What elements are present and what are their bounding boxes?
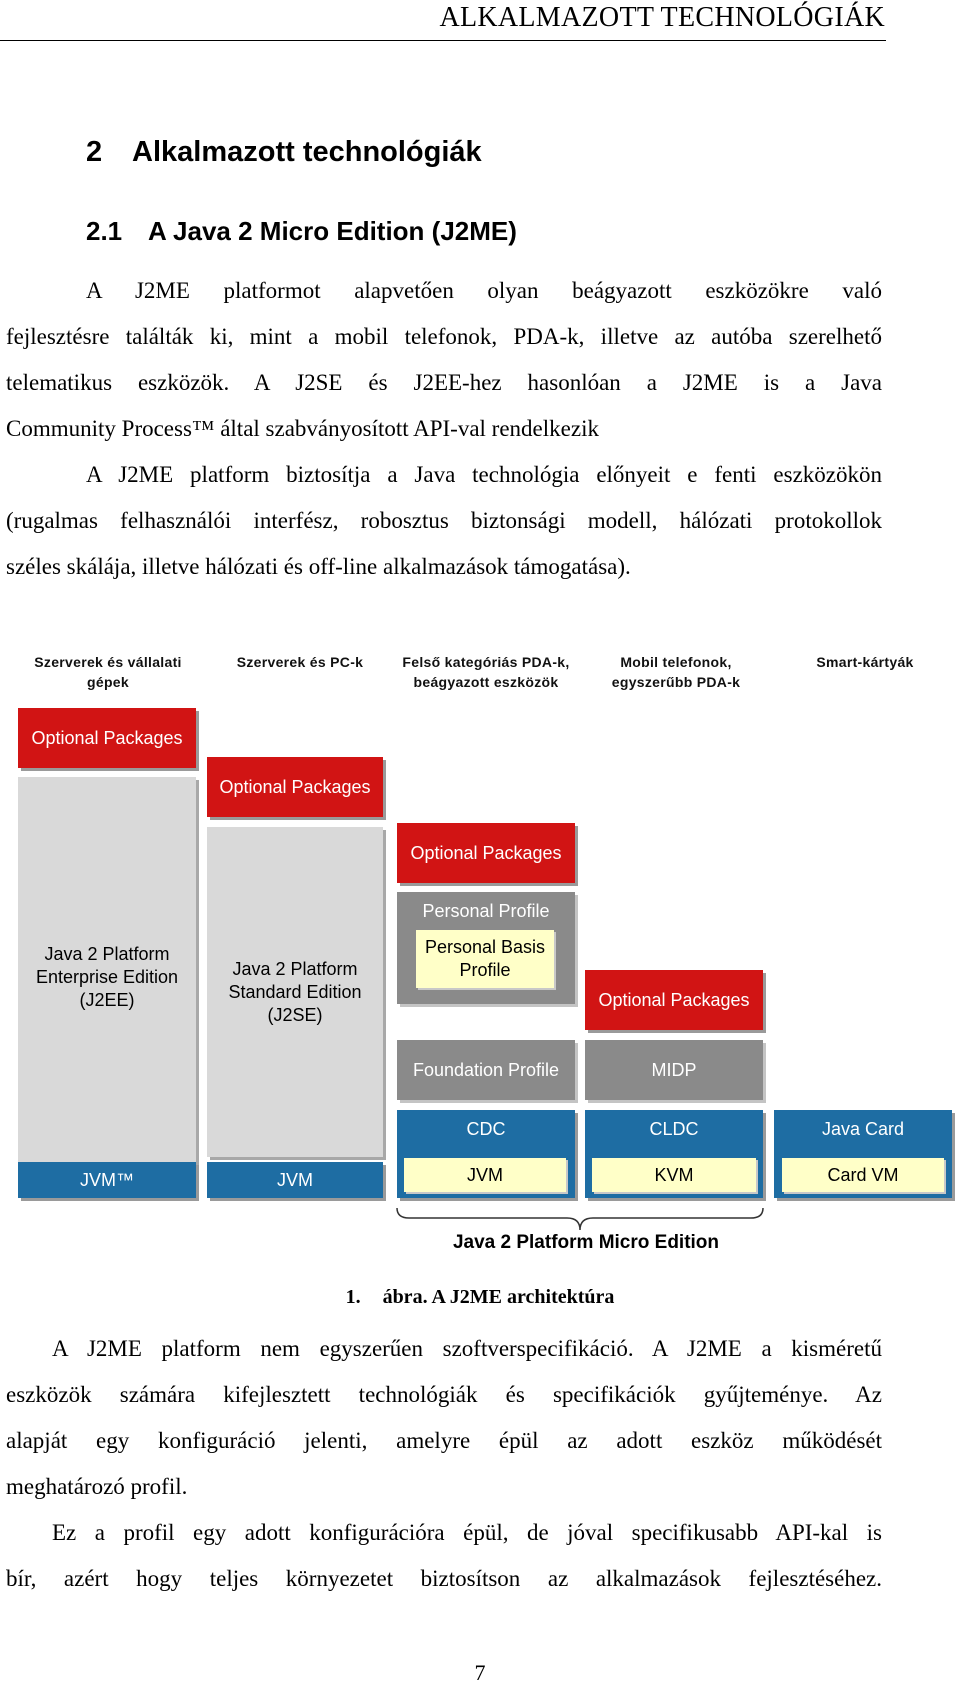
paragraph-line: Ez a profil egy adott konfigurációra épül, de jóval specifikusabb API-kal is: [52, 1520, 882, 1545]
paragraph-line: telematikus eszközök. A J2SE és J2EE-hez hasonlóan a J2ME is a Java: [6, 370, 882, 395]
paragraph-line: eszközök számára kifejlesztett technológiák és specifikációk gyűjteménye. Az: [6, 1382, 882, 1407]
jvm-tm-box: JVM™: [18, 1162, 196, 1198]
paragraph-1: [6, 268, 882, 452]
optional-packages-box: Optional Packages: [585, 970, 763, 1030]
paragraph-line: alapját egy konfiguráció jelenti, amelyre épül az adott eszköz működését: [6, 1428, 882, 1453]
card-vm-box: Card VM: [782, 1158, 944, 1192]
subsection-heading: [86, 216, 517, 247]
figure-caption: [0, 1286, 960, 1309]
category-caption: Smart-kártyák: [816, 654, 914, 670]
paragraph-line: A J2ME platform nem egyszerűen szoftverspecifikáció. A J2ME a kisméretű: [52, 1336, 882, 1361]
running-header: ALKALMAZOTT TECHNOLÓGIÁK: [439, 2, 885, 33]
paragraph-line: meghatározó profil.: [6, 1474, 188, 1499]
micro-edition-brace: [395, 1206, 765, 1232]
section-heading: [86, 136, 482, 169]
category-caption: Szerverek és PC-k: [236, 654, 364, 670]
cdc-label: CDC: [466, 1119, 506, 1139]
jvm-box: JVM: [207, 1162, 383, 1198]
optional-packages-box: Optional Packages: [397, 823, 575, 883]
section-title: Alkalmazott technológiák: [132, 136, 482, 168]
kvm-box: KVM: [592, 1158, 756, 1192]
page-number: 7: [474, 1660, 486, 1685]
header-divider: [0, 40, 886, 41]
optional-packages-box: Optional Packages: [207, 757, 383, 817]
paragraph-4: [6, 1510, 882, 1602]
subsection-title: A Java 2 Micro Edition (J2ME): [148, 216, 517, 246]
category-caption: Szerverek és vállalati gépek: [34, 654, 182, 690]
paragraph-3: [6, 1326, 882, 1510]
foundation-profile-box: Foundation Profile: [397, 1040, 575, 1100]
subsection-number: 2.1: [86, 216, 123, 246]
java-card-label: Java Card: [821, 1119, 905, 1139]
figure-number: 1.: [345, 1286, 361, 1308]
paragraph-2: [6, 452, 882, 590]
j2ee-box: Java 2 Platform Enterprise Edition (J2EE): [18, 777, 196, 1177]
category-caption: Felső kategóriás PDA-k, beágyazott eszközök: [402, 654, 570, 690]
midp-box: MIDP: [585, 1040, 763, 1100]
paragraph-line: bír, azért hogy teljes környezetet biztosítson az alkalmazások fejlesztéséhez.: [6, 1566, 882, 1591]
cldc-label: CLDC: [649, 1119, 699, 1139]
j2se-box: Java 2 Platform Standard Edition (J2SE): [207, 827, 383, 1157]
personal-profile-label: Personal Profile: [422, 901, 550, 921]
paragraph-line: A J2ME platform biztosítja a Java technológia előnyeit e fenti eszközökön: [86, 462, 882, 487]
jvm-box: JVM: [404, 1158, 566, 1192]
paragraph-line: A J2ME platformot alapvetően olyan beágyazott eszközökre való: [86, 278, 882, 303]
personal-basis-profile-box: Personal Basis Profile: [416, 930, 554, 988]
paragraph-line: Community Process™ által szabványosított API-val rendelkezik: [6, 416, 599, 441]
category-caption: Mobil telefonok, egyszerűbb PDA-k: [611, 654, 741, 690]
paragraph-line: (rugalmas felhasználói interfész, robosztus biztonsági modell, hálózati protokollok: [6, 508, 882, 533]
section-number: 2: [86, 136, 103, 168]
figure-caption-text: ábra. A J2ME architektúra: [382, 1286, 615, 1308]
paragraph-line: széles skálája, illetve hálózati és off-line alkalmazások támogatása).: [6, 554, 631, 579]
paragraph-line: fejlesztésre találták ki, mint a mobil telefonok, PDA-k, illetve az autóba szerelhető: [6, 324, 882, 349]
j2me-architecture-diagram: [0, 640, 960, 1260]
optional-packages-box: Optional Packages: [18, 708, 196, 768]
micro-edition-label: Java 2 Platform Micro Edition: [452, 1232, 720, 1253]
